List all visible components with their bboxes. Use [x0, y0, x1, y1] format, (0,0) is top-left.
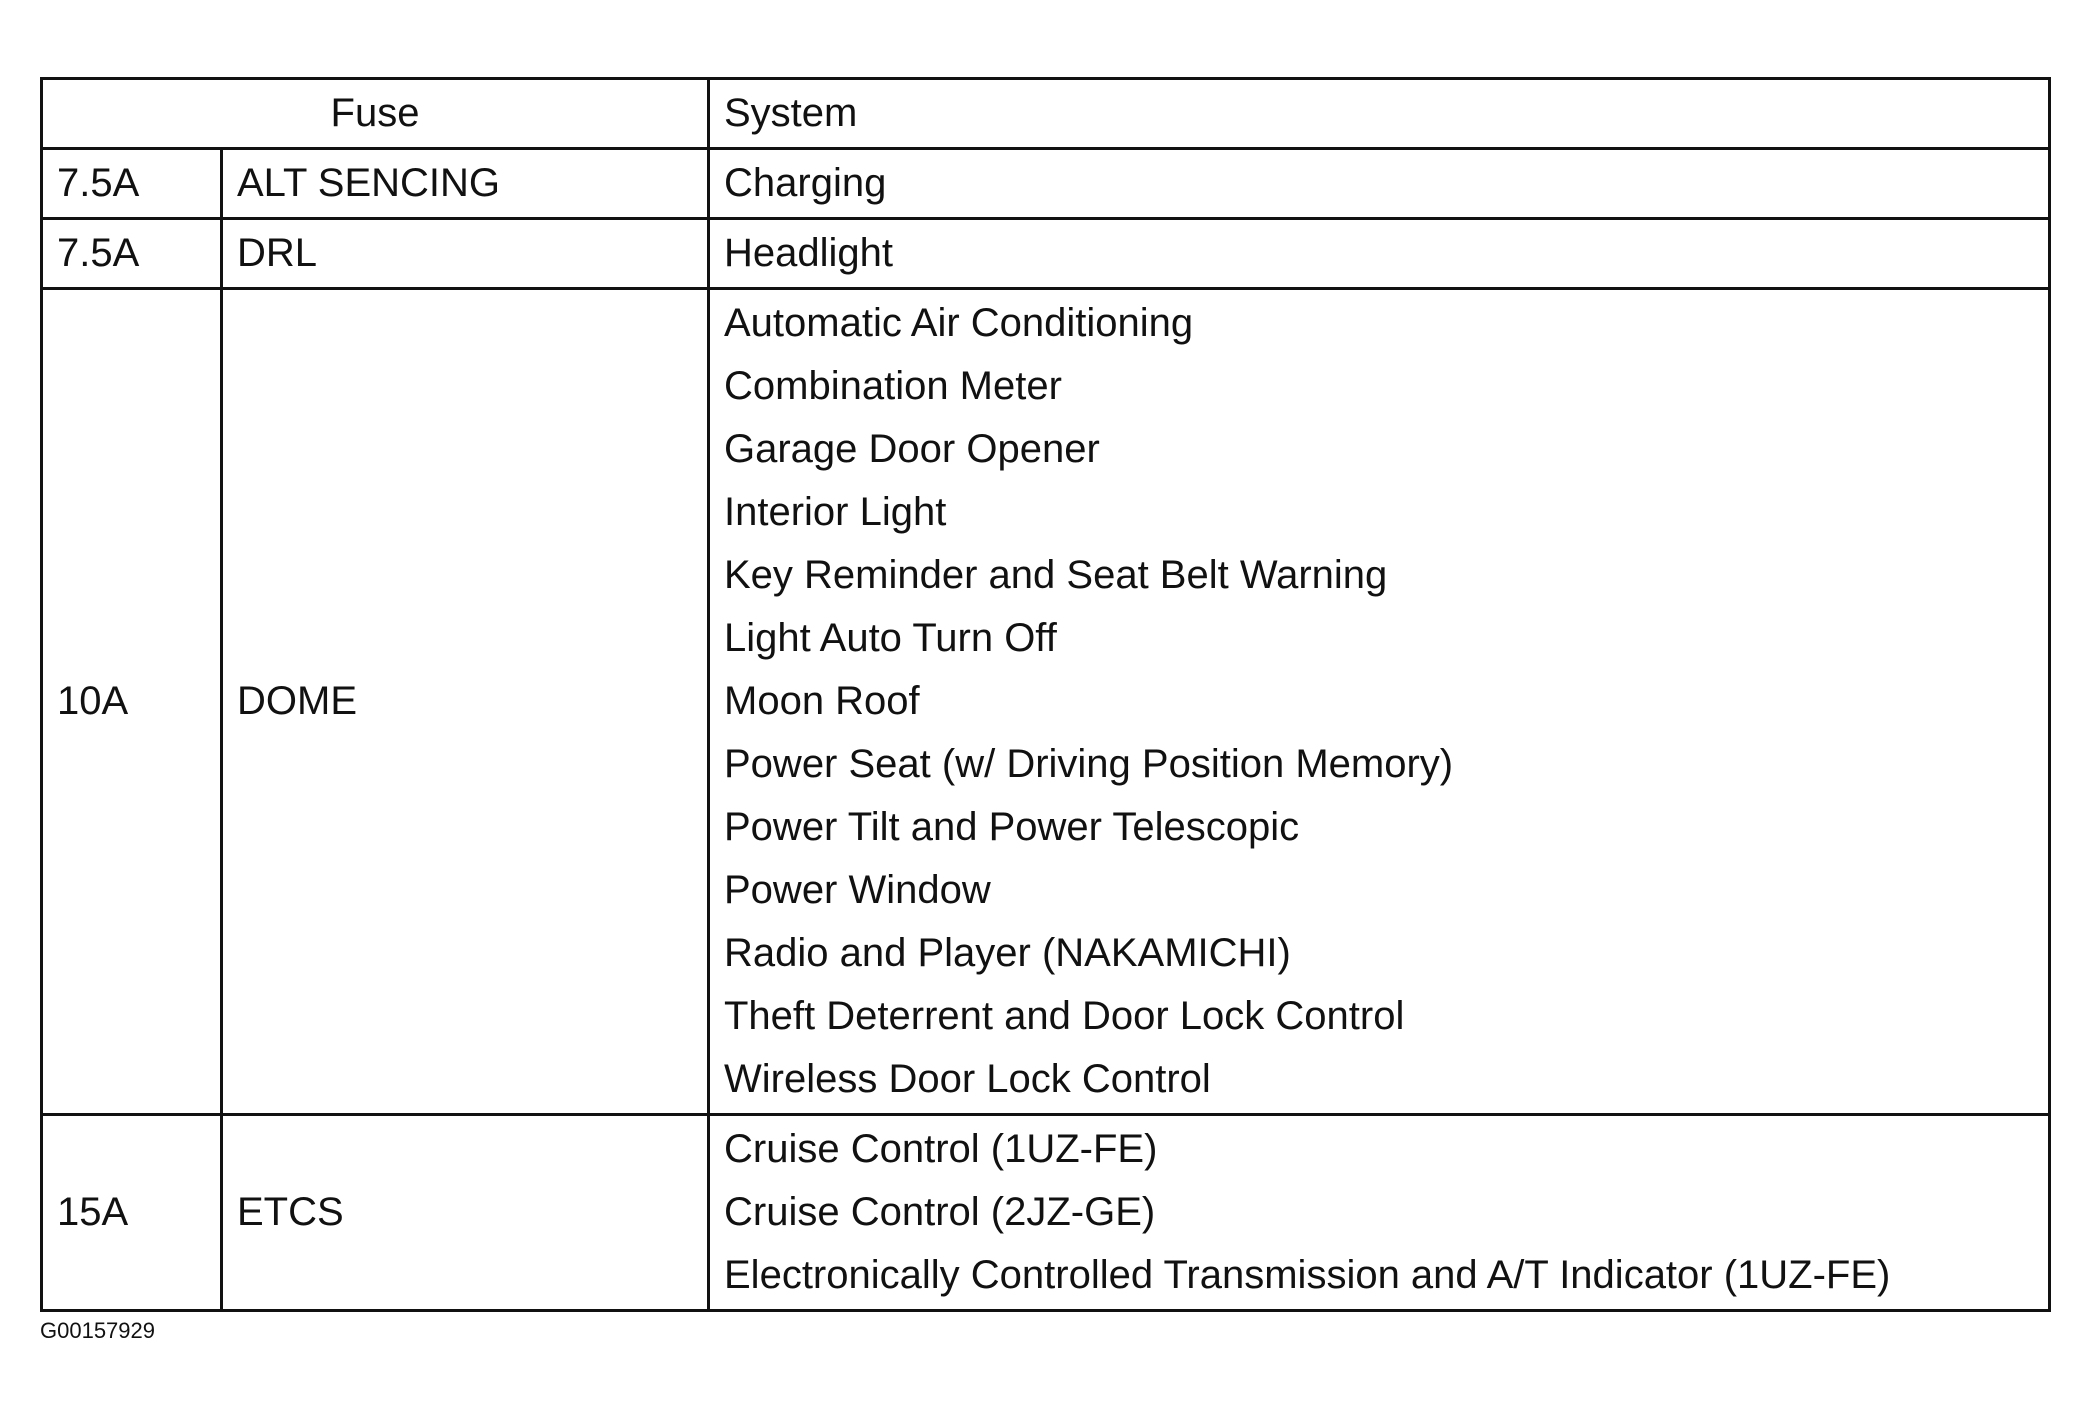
system-item: Garage Door Opener — [724, 427, 1100, 471]
system-item: Theft Deterrent and Door Lock Control — [724, 994, 1405, 1038]
fuse-amperage: 15A — [42, 1115, 222, 1311]
fuse-amperage: 7.5A — [42, 219, 222, 289]
system-item: Power Window — [724, 868, 991, 912]
table-row — [42, 1115, 2050, 1311]
fuse-amperage: 10A — [42, 289, 222, 1115]
system-item: Wireless Door Lock Control — [724, 1057, 1211, 1101]
system-item: Light Auto Turn Off — [724, 616, 1057, 660]
system-item: Charging — [724, 161, 887, 205]
system-item: Key Reminder and Seat Belt Warning — [724, 553, 1388, 597]
system-item: Radio and Player (NAKAMICHI) — [724, 931, 1291, 975]
fuse-name: ETCS — [222, 1115, 709, 1311]
system-item: Interior Light — [724, 490, 947, 534]
header-row — [42, 79, 2050, 149]
table-row — [42, 149, 2050, 219]
system-item: Cruise Control (1UZ-FE) — [724, 1127, 1158, 1171]
system-item: Headlight — [724, 231, 894, 275]
system-item: Moon Roof — [724, 679, 920, 723]
header-system: System — [709, 79, 2050, 149]
fuse-amperage: 7.5A — [42, 149, 222, 219]
system-item: Cruise Control (2JZ-GE) — [724, 1190, 1156, 1234]
table-body — [42, 149, 2050, 1311]
system-item: Power Tilt and Power Telescopic — [724, 805, 1300, 849]
figure-id-caption: G00157929 — [40, 1318, 155, 1343]
system-list — [709, 1115, 2050, 1311]
fuse-table — [40, 77, 2051, 1312]
system-list — [709, 149, 2050, 219]
system-item: Electronically Controlled Transmission and A/T Indicator (1UZ-FE) — [724, 1253, 1891, 1297]
fuse-name: DRL — [222, 219, 709, 289]
system-list — [709, 219, 2050, 289]
fuse-name: ALT SENCING — [222, 149, 709, 219]
system-item: Power Seat (w/ Driving Position Memory) — [724, 742, 1454, 786]
table-row — [42, 289, 2050, 1115]
system-item: Combination Meter — [724, 364, 1062, 408]
header-fuse: Fuse — [42, 79, 709, 149]
system-item: Automatic Air Conditioning — [724, 301, 1194, 345]
fuse-name: DOME — [222, 289, 709, 1115]
table-row — [42, 219, 2050, 289]
system-list — [709, 289, 2050, 1115]
